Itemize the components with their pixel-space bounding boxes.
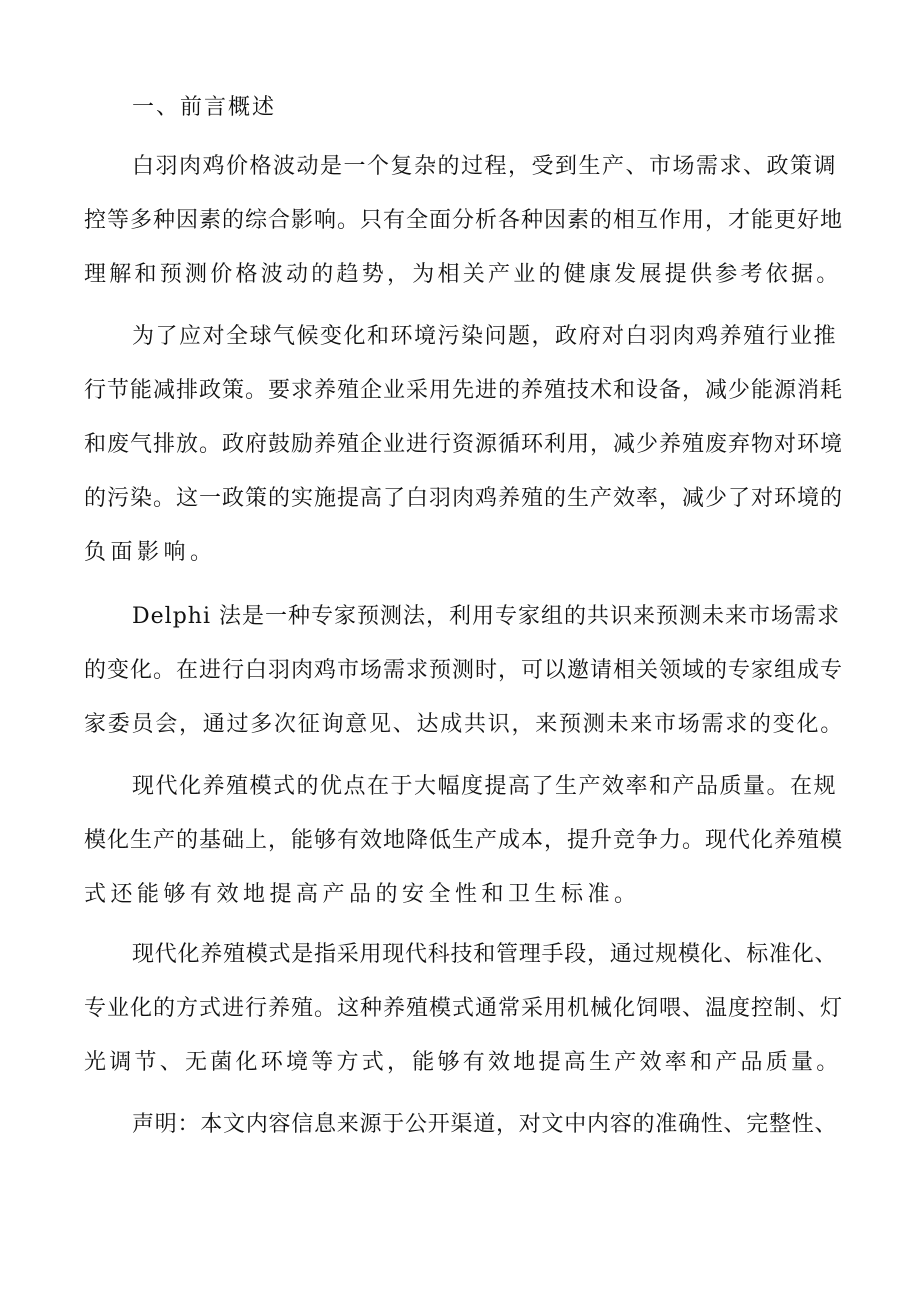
text-line: 的变化。在进行白羽肉鸡市场需求预测时，可以邀请相关领域的专家组成专 (84, 658, 844, 683)
paragraph-price-volatility (84, 140, 844, 302)
text-line: 声明：本文内容信息来源于公开渠道，对文中内容的准确性、完整性、 (132, 1112, 838, 1137)
paragraph-disclaimer (84, 1098, 844, 1152)
text-line: 家委员会，通过多次征询意见、达成共识，来预测未来市场需求的变化。 (84, 712, 845, 737)
section-heading: 一、前言概述 (132, 95, 277, 120)
text-line: 专业化的方式进行养殖。这种养殖模式通常采用机械化饲喂、温度控制、灯 (84, 996, 844, 1021)
text-line: 负面影响。 (84, 540, 217, 565)
text-line: Delphi 法是一种专家预测法，利用专家组的共识来预测未来市场需求 (132, 604, 840, 629)
paragraph-modern-farming-definition (84, 928, 844, 1090)
paragraph-delphi-method (84, 590, 844, 752)
text-line: 式还能够有效地提高产品的安全性和卫生标准。 (84, 882, 641, 907)
text-line: 控等多种因素的综合影响。只有全面分析各种因素的相互作用，才能更好地 (84, 208, 844, 233)
text-line: 和废气排放。政府鼓励养殖企业进行资源循环利用，减少养殖废弃物对环境 (84, 432, 844, 457)
text-line: 白羽肉鸡价格波动是一个复杂的过程，受到生产、市场需求、政策调 (132, 154, 838, 179)
text-line: 的污染。这一政策的实施提高了白羽肉鸡养殖的生产效率，减少了对环境的 (84, 486, 844, 511)
text-line: 为了应对全球气候变化和环境污染问题，政府对白羽肉鸡养殖行业推 (132, 324, 838, 349)
text-line: 模化生产的基础上，能够有效地降低生产成本，提升竞争力。现代化养殖模 (84, 828, 844, 853)
text-line: 光调节、无菌化环境等方式，能够有效地提高生产效率和产品质量。 (84, 1050, 842, 1075)
paragraph-modern-farming-benefits (84, 760, 844, 922)
paragraph-energy-policy (84, 310, 844, 580)
text-line: 现代化养殖模式的优点在于大幅度提高了生产效率和产品质量。在规 (132, 774, 838, 799)
text-line: 行节能减排政策。要求养殖企业采用先进的养殖技术和设备，减少能源消耗 (84, 378, 844, 403)
text-line: 理解和预测价格波动的趋势，为相关产业的健康发展提供参考依据。 (84, 262, 842, 287)
text-line: 现代化养殖模式是指采用现代科技和管理手段，通过规模化、标准化、 (132, 942, 838, 967)
